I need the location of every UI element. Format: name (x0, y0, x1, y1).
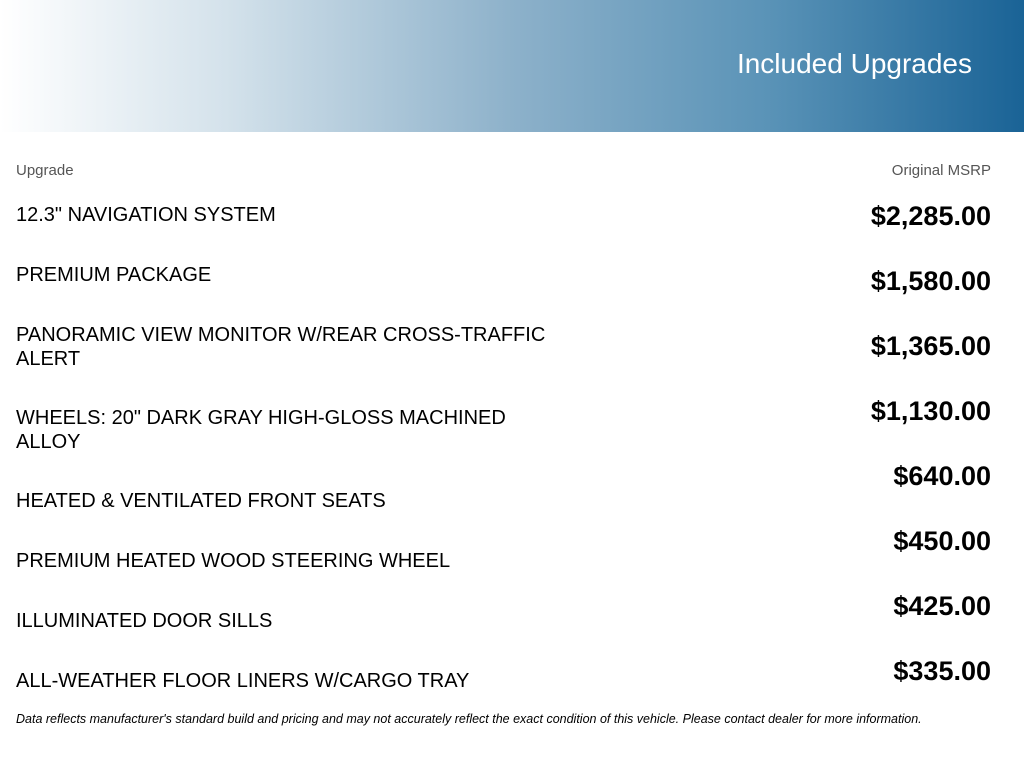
upgrade-name-door-sills: ILLUMINATED DOOR SILLS (16, 610, 273, 632)
upgrade-column-header: Upgrade (16, 162, 74, 179)
price-floor-liners: $335.00 (893, 656, 991, 686)
header-banner (0, 0, 1024, 132)
disclaimer-text: Data reflects manufacturer's standard build and pricing and may not accurately reflect the exact condition of this vehicle. Please contact dealer for more information. (16, 712, 922, 726)
msrp-column-header: Original MSRP (891, 162, 991, 179)
upgrade-name-wheels: WHEELS: 20" DARK GRAY HIGH-GLOSS MACHINED ALLOY (16, 407, 506, 453)
upgrade-name-premium-package: PREMIUM PACKAGE (16, 264, 212, 286)
price-steering-wheel: $450.00 (893, 526, 991, 556)
page-title: Included Upgrades (736, 48, 972, 79)
upgrade-name-panoramic-monitor: PANORAMIC VIEW MONITOR W/REAR CROSS-TRAFFIC ALERT (16, 324, 546, 370)
price-panoramic-monitor: $1,365.00 (870, 331, 991, 361)
upgrade-name-steering-wheel: PREMIUM HEATED WOOD STEERING WHEEL (16, 550, 451, 572)
price-navigation: $2,285.00 (870, 201, 991, 231)
upgrade-name-floor-liners: ALL-WEATHER FLOOR LINERS W/CARGO TRAY (16, 670, 470, 692)
price-wheels: $1,130.00 (870, 396, 991, 426)
price-premium-package: $1,580.00 (870, 266, 991, 296)
price-door-sills: $425.00 (893, 591, 991, 621)
upgrade-name-navigation: 12.3" NAVIGATION SYSTEM (16, 204, 276, 226)
price-heated-seats: $640.00 (893, 461, 991, 491)
upgrade-name-heated-seats: HEATED & VENTILATED FRONT SEATS (16, 490, 386, 512)
